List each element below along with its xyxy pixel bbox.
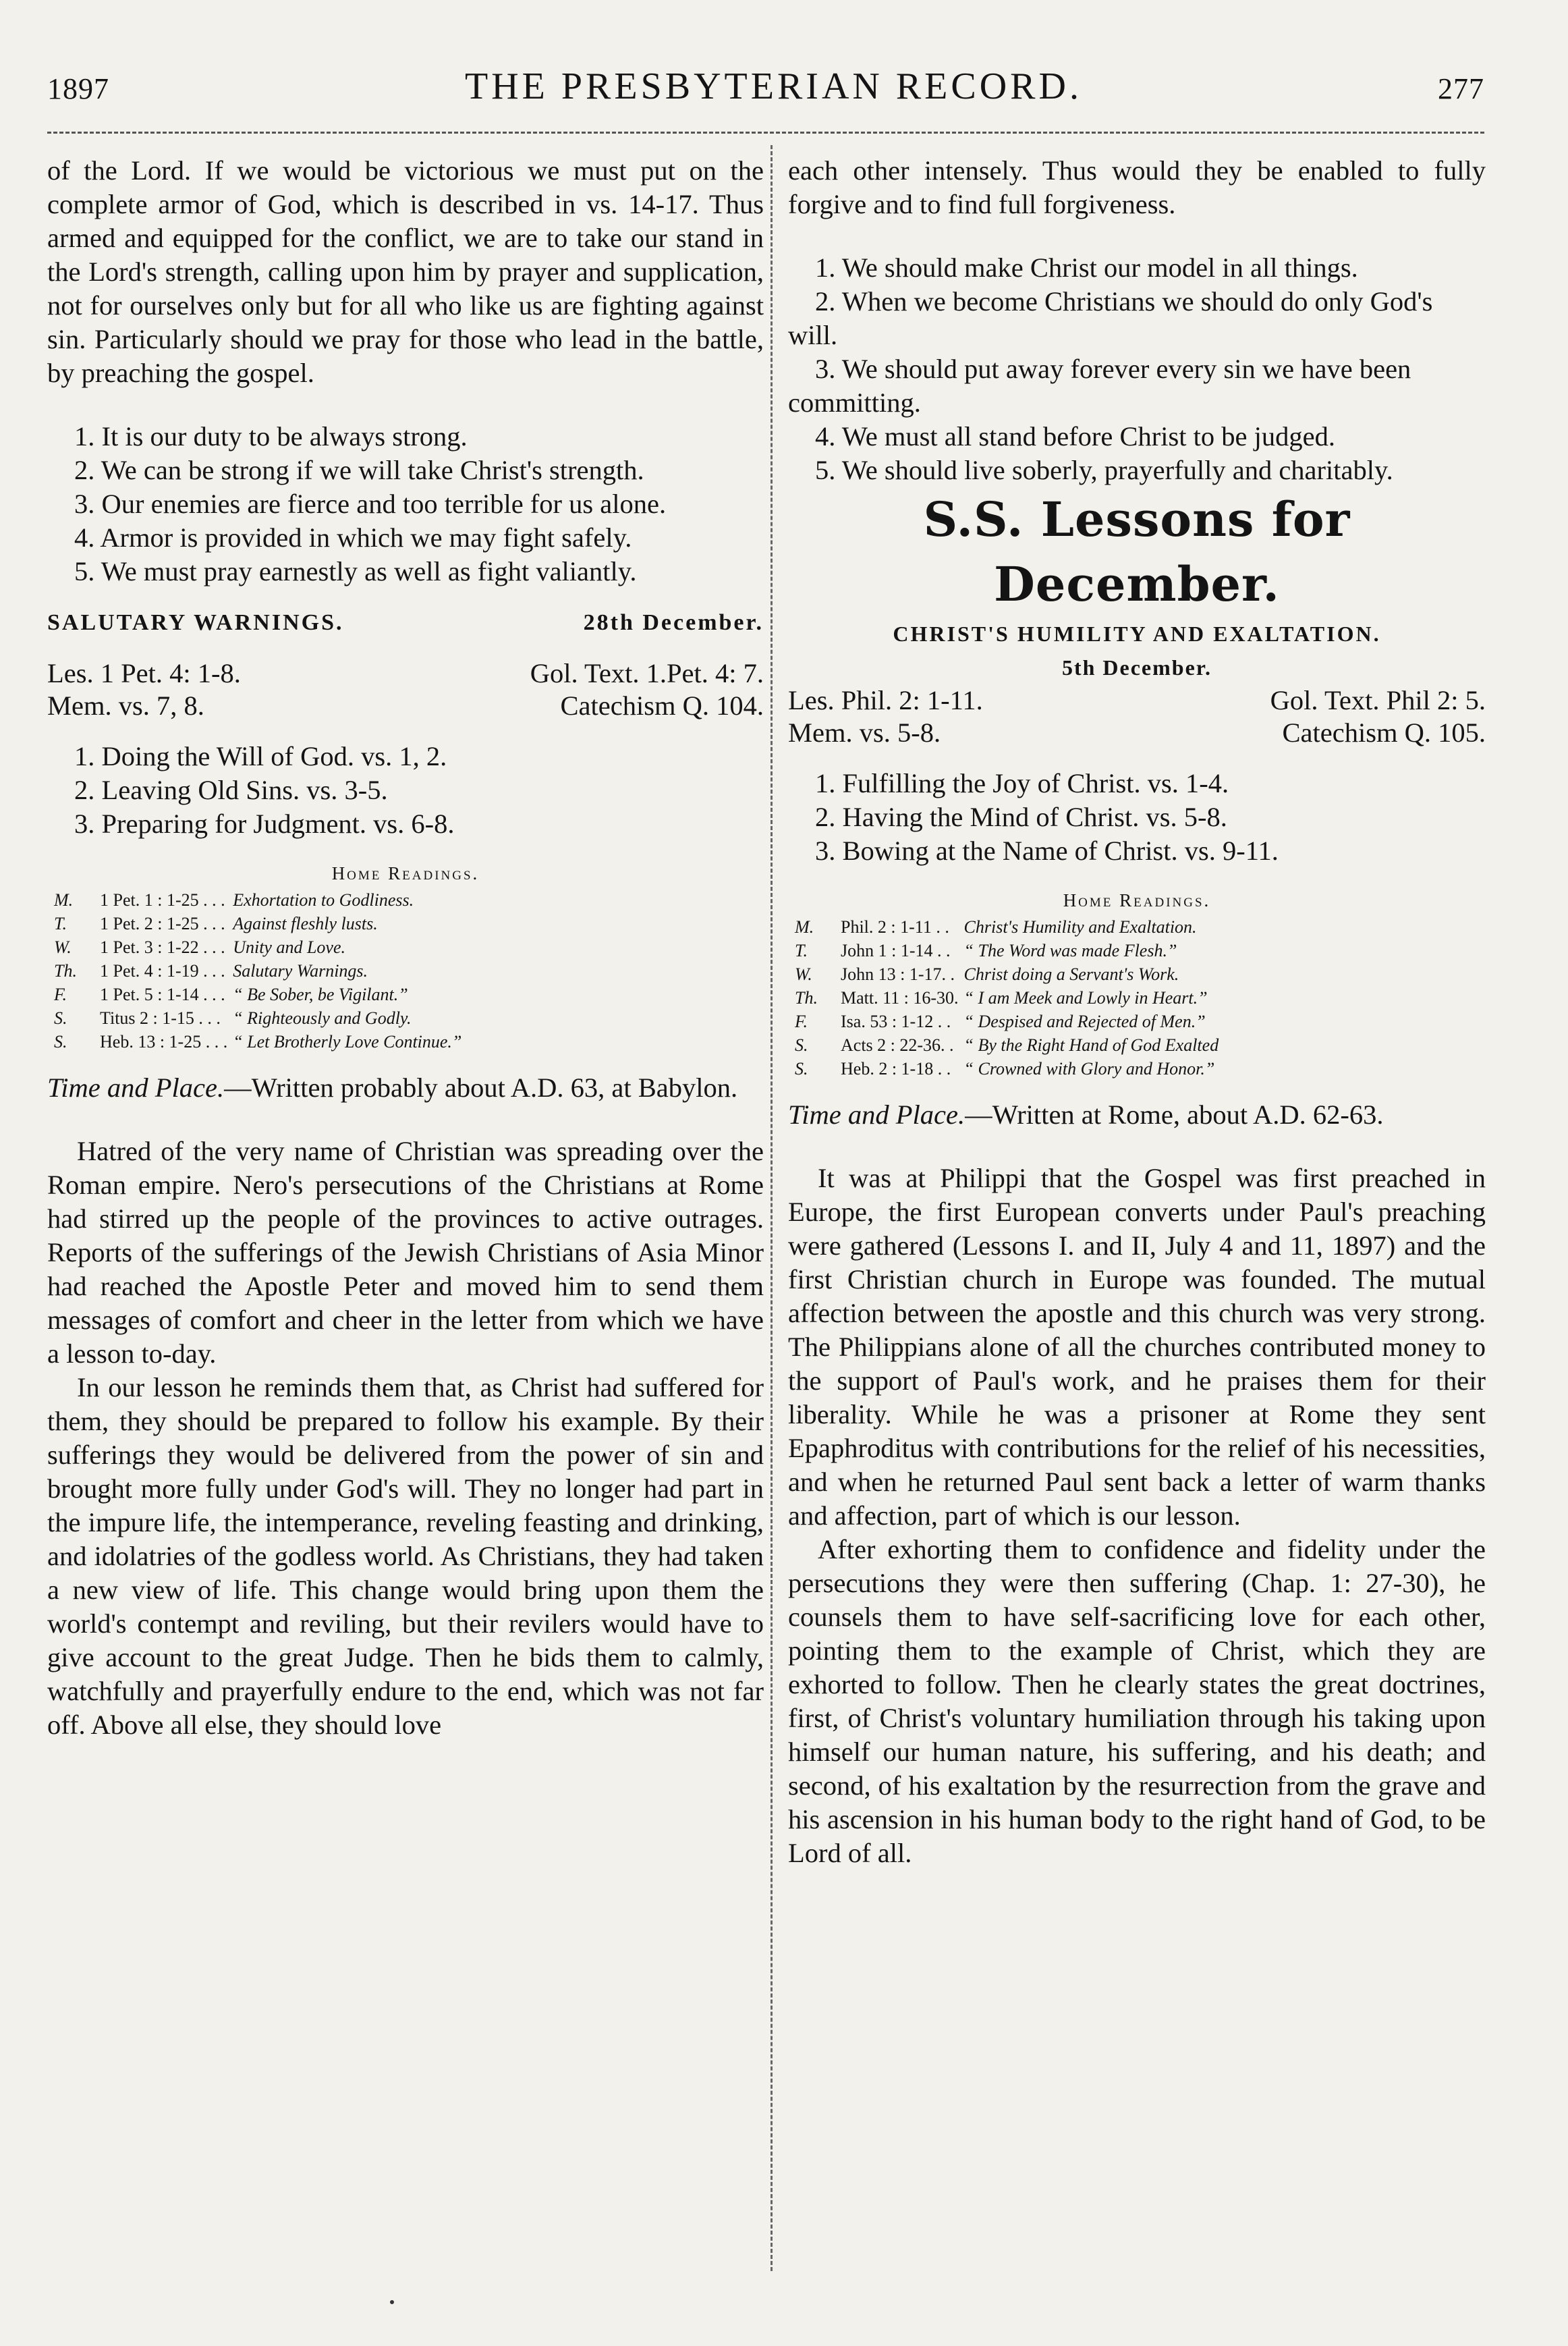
table-row <box>54 912 467 935</box>
list-item: 1. It is our duty to be always strong. <box>74 421 468 452</box>
table-row <box>795 915 1224 939</box>
home-readings-title: Home Readings. <box>331 863 480 883</box>
memory-verses: Mem. vs. 7, 8. <box>47 690 204 721</box>
spacer <box>47 1054 764 1071</box>
lesson-points-list <box>788 251 1486 487</box>
lesson-date: 28th December. <box>583 610 764 635</box>
table-row <box>54 888 467 912</box>
time-place-text: —Written at Rome, about A.D. 62-63. <box>965 1099 1384 1130</box>
reading-topic: “ Let Brotherly Love Continue.” <box>233 1032 462 1052</box>
reading-ref: Titus 2 : 1-15 . . . <box>100 1008 221 1028</box>
reading-topic: Unity and Love. <box>233 937 346 957</box>
table-row <box>54 959 467 983</box>
reading-topic: Exhortation to Godliness. <box>233 890 414 910</box>
ink-speck <box>390 2300 394 2304</box>
spacer <box>47 640 764 657</box>
left-column <box>47 154 764 1742</box>
table-row <box>795 939 1224 962</box>
spacer <box>47 841 764 858</box>
lesson-outline <box>47 740 764 841</box>
column-divider <box>771 145 773 2271</box>
right-column <box>788 154 1486 1870</box>
list-item: 3. Bowing at the Name of Christ. vs. 9-11. <box>815 836 1279 866</box>
reading-topic: “ I am Meek and Lowly in Heart.” <box>963 988 1208 1008</box>
reading-day: S. <box>795 1059 808 1079</box>
reading-day: W. <box>54 937 72 957</box>
lesson-outline <box>788 767 1486 868</box>
paragraph: It was at Philippi that the Gospel was first preached in Europe, the first European converts under Paul's preaching were gathered (Lessons I. and II, July 4 and 11, 1897) and the first Christian church in Europe was founded. The mutual affection between the apostle and this church was very strong. The Philippians alone of all the churches contributed money to the support of Paul's work, and he praises them for their liberality. While he was a prisoner at Rome they sent Epaphroditus with contributions for the relief of his necessities, and when he returned Paul sent back a letter of warm thanks and affection, part of which is our lesson. <box>788 1163 1486 1531</box>
reading-topic: Against fleshly lusts. <box>233 914 378 933</box>
page-header <box>47 65 1484 126</box>
reading-topic: Salutary Warnings. <box>233 961 368 981</box>
reading-ref: Heb. 13 : 1-25 . . . <box>100 1032 228 1052</box>
lesson-ref-row <box>47 657 764 690</box>
list-item: 3. Preparing for Judgment. vs. 6-8. <box>74 809 455 839</box>
lesson-passage: Les. Phil. 2: 1-11. <box>788 685 983 715</box>
lesson-date: 5th December. <box>1061 655 1212 680</box>
reading-day: S. <box>54 1032 67 1052</box>
spacer <box>47 1105 764 1135</box>
reading-topic: Christ doing a Servant's Work. <box>963 964 1179 984</box>
reading-ref: 1 Pet. 2 : 1-25 . . . <box>100 914 225 933</box>
home-readings-table <box>54 888 467 1054</box>
reading-day: M. <box>54 890 74 910</box>
home-readings-table <box>795 915 1224 1081</box>
table-row <box>54 1006 467 1030</box>
reading-day: F. <box>795 1012 808 1031</box>
reading-ref: Isa. 53 : 1-12 . . <box>841 1012 951 1031</box>
reading-ref: 1 Pet. 1 : 1-25 . . . <box>100 890 225 910</box>
lesson-heading <box>47 606 764 640</box>
reading-ref: 1 Pet. 3 : 1-22 . . . <box>100 937 225 957</box>
reading-day: Th. <box>54 961 77 981</box>
reading-ref: 1 Pet. 5 : 1-14 . . . <box>100 985 225 1004</box>
section-title: S.S. Lessons for December. <box>923 491 1351 612</box>
paragraph: Hatred of the very name of Christian was spreading over the Roman empire. Nero's persecutions of the Christians at Rome had stirred up the people of the provinces to active outrages. Reports of the sufferings of the Jewish Christians of Asia Minor had reached the Apostle Peter and moved him to send them messages of comfort and cheer in the letter from which we have a lesson to-day. <box>47 1136 764 1369</box>
page-number: 277 <box>1438 72 1484 105</box>
paragraph: After exhorting them to confidence and fidelity under the persecutions they were then suffering (Chap. 1: 27-30), he counsels them to have self-sacrificing love for each other, pointing them to the example of Christ, which they are exhorted to follow. Then he clearly states the great doctrines, first, of Christ's voluntary humiliation through his taking upon himself our human nature, his suffering, and his death; and second, of his exaltation by the resurrection from the grave and his ascension in his human body to the right hand of God, to be Lord of all. <box>788 1534 1486 1868</box>
reading-day: W. <box>795 964 812 984</box>
reading-ref: 1 Pet. 4 : 1-19 . . . <box>100 961 225 981</box>
time-place-label: Time and Place. <box>47 1072 225 1103</box>
reading-ref: John 13 : 1-17. . <box>841 964 955 984</box>
time-and-place <box>47 1071 764 1105</box>
catechism-question: Catechism Q. 104. <box>560 690 764 721</box>
table-row <box>795 1010 1224 1033</box>
time-and-place <box>788 1098 1486 1132</box>
lesson-title: SALUTARY WARNINGS. <box>47 610 344 635</box>
paragraph: In our lesson he reminds them that, as Christ had suffered for them, they should be prepared to follow his example. By their sufferings they would be delivered from the power of sin and brought more fully under God's will. They no longer had part in the impure life, the intemperance, reveling feasting and drinking, and idolatries of the godless world. As Christians, they had taken a new view of life. This change would bring upon them the world's contempt and reviling, but their revilers would have to give account to the great Judge. Then he bids them to calmly, watchfully and prayerfully endure to the end, which was not far off. Above all else, they should love <box>47 1372 764 1740</box>
header-year: 1897 <box>47 72 109 105</box>
publication-title: THE PRESBYTERIAN RECORD. <box>465 65 1082 107</box>
home-readings-title: Home Readings. <box>1063 890 1211 910</box>
table-row <box>54 1030 467 1054</box>
reading-topic: “ Righteously and Godly. <box>233 1008 412 1028</box>
reading-day: T. <box>795 941 808 960</box>
paragraph: each other intensely. Thus would they be enabled to fully forgive and to find full forgiveness. <box>788 155 1486 219</box>
reading-day: Th. <box>795 988 818 1008</box>
list-item: 5. We must pray earnestly as well as fight valiantly. <box>74 556 637 586</box>
lesson-points-list <box>47 420 764 589</box>
lesson-ref-row <box>788 684 1486 717</box>
lesson-passage: Les. 1 Pet. 4: 1-8. <box>47 658 241 688</box>
reading-topic: “ By the Right Hand of God Exalted <box>963 1035 1219 1055</box>
lesson-title: CHRIST'S HUMILITY AND EXALTATION. <box>893 622 1381 646</box>
table-row <box>54 935 467 959</box>
list-item: 5. We should live soberly, prayerfully and charitably. <box>815 455 1393 485</box>
spacer <box>47 722 764 740</box>
reading-ref: Phil. 2 : 1-11 . . <box>841 917 949 937</box>
table-row <box>795 1057 1224 1081</box>
list-item: 4. Armor is provided in which we may fight safely. <box>74 522 632 553</box>
reading-ref: Acts 2 : 22-36. . <box>841 1035 954 1055</box>
reading-ref: Heb. 2 : 1-18 . . <box>841 1059 951 1079</box>
reading-ref: John 1 : 1-14 . . <box>841 941 951 960</box>
reading-day: F. <box>54 985 67 1004</box>
catechism-question: Catechism Q. 105. <box>1282 717 1486 748</box>
reading-ref: Matt. 11 : 16-30. <box>841 988 959 1008</box>
time-place-text: —Written probably about A.D. 63, at Babylon. <box>224 1072 738 1103</box>
list-item: 3. Our enemies are fierce and too terrible for us alone. <box>74 489 667 519</box>
memory-verses: Mem. vs. 5-8. <box>788 717 941 748</box>
reading-topic: “ Despised and Rejected of Men.” <box>963 1012 1206 1031</box>
reading-day: S. <box>795 1035 808 1055</box>
list-item: 2. Having the Mind of Christ. vs. 5-8. <box>815 802 1227 832</box>
spacer <box>47 589 764 606</box>
time-place-label: Time and Place. <box>788 1099 965 1130</box>
reading-topic: “ The Word was made Flesh.” <box>963 941 1177 960</box>
reading-topic: “ Be Sober, be Vigilant.” <box>233 985 408 1004</box>
list-item: 2. When we become Christians we should do only God's will. <box>788 286 1433 350</box>
spacer <box>788 749 1486 767</box>
table-row <box>54 983 467 1006</box>
list-item: 1. Fulfilling the Joy of Christ. vs. 1-4. <box>815 768 1229 798</box>
reading-day: M. <box>795 917 814 937</box>
list-item: 2. Leaving Old Sins. vs. 3-5. <box>74 775 388 805</box>
reading-day: S. <box>54 1008 67 1028</box>
table-row <box>795 962 1224 986</box>
spacer <box>47 390 764 420</box>
list-item: 3. We should put away forever every sin we have been committing. <box>788 354 1411 418</box>
spacer <box>788 1132 1486 1162</box>
list-item: 1. We should make Christ our model in all things. <box>815 252 1358 283</box>
reading-day: T. <box>54 914 67 933</box>
paragraph: of the Lord. If we would be victorious we must put on the complete armor of God, which is described in vs. 14-17. Thus armed and equipped for the conflict, we are to take our stand in the Lord's strength, calling upon him by prayer and supplication, not for ourselves only but for all who like us are fighting against sin. Particularly should we pray for those who lead in the battle, by preaching the gospel. <box>47 155 764 388</box>
table-row <box>795 986 1224 1010</box>
list-item: 2. We can be strong if we will take Christ's strength. <box>74 455 644 485</box>
spacer <box>788 221 1486 251</box>
spacer <box>788 868 1486 885</box>
reading-topic: “ Crowned with Glory and Honor.” <box>963 1059 1215 1079</box>
list-item: 1. Doing the Will of God. vs. 1, 2. <box>74 741 447 771</box>
spacer <box>788 1081 1486 1098</box>
lesson-ref-row <box>47 690 764 722</box>
table-row <box>795 1033 1224 1057</box>
reading-topic: Christ's Humility and Exaltation. <box>963 917 1197 937</box>
lesson-ref-row <box>788 717 1486 749</box>
header-rule <box>47 132 1484 134</box>
golden-text: Gol. Text. Phil 2: 5. <box>1270 685 1486 715</box>
golden-text: Gol. Text. 1.Pet. 4: 7. <box>530 658 764 688</box>
list-item: 4. We must all stand before Christ to be judged. <box>815 421 1335 452</box>
